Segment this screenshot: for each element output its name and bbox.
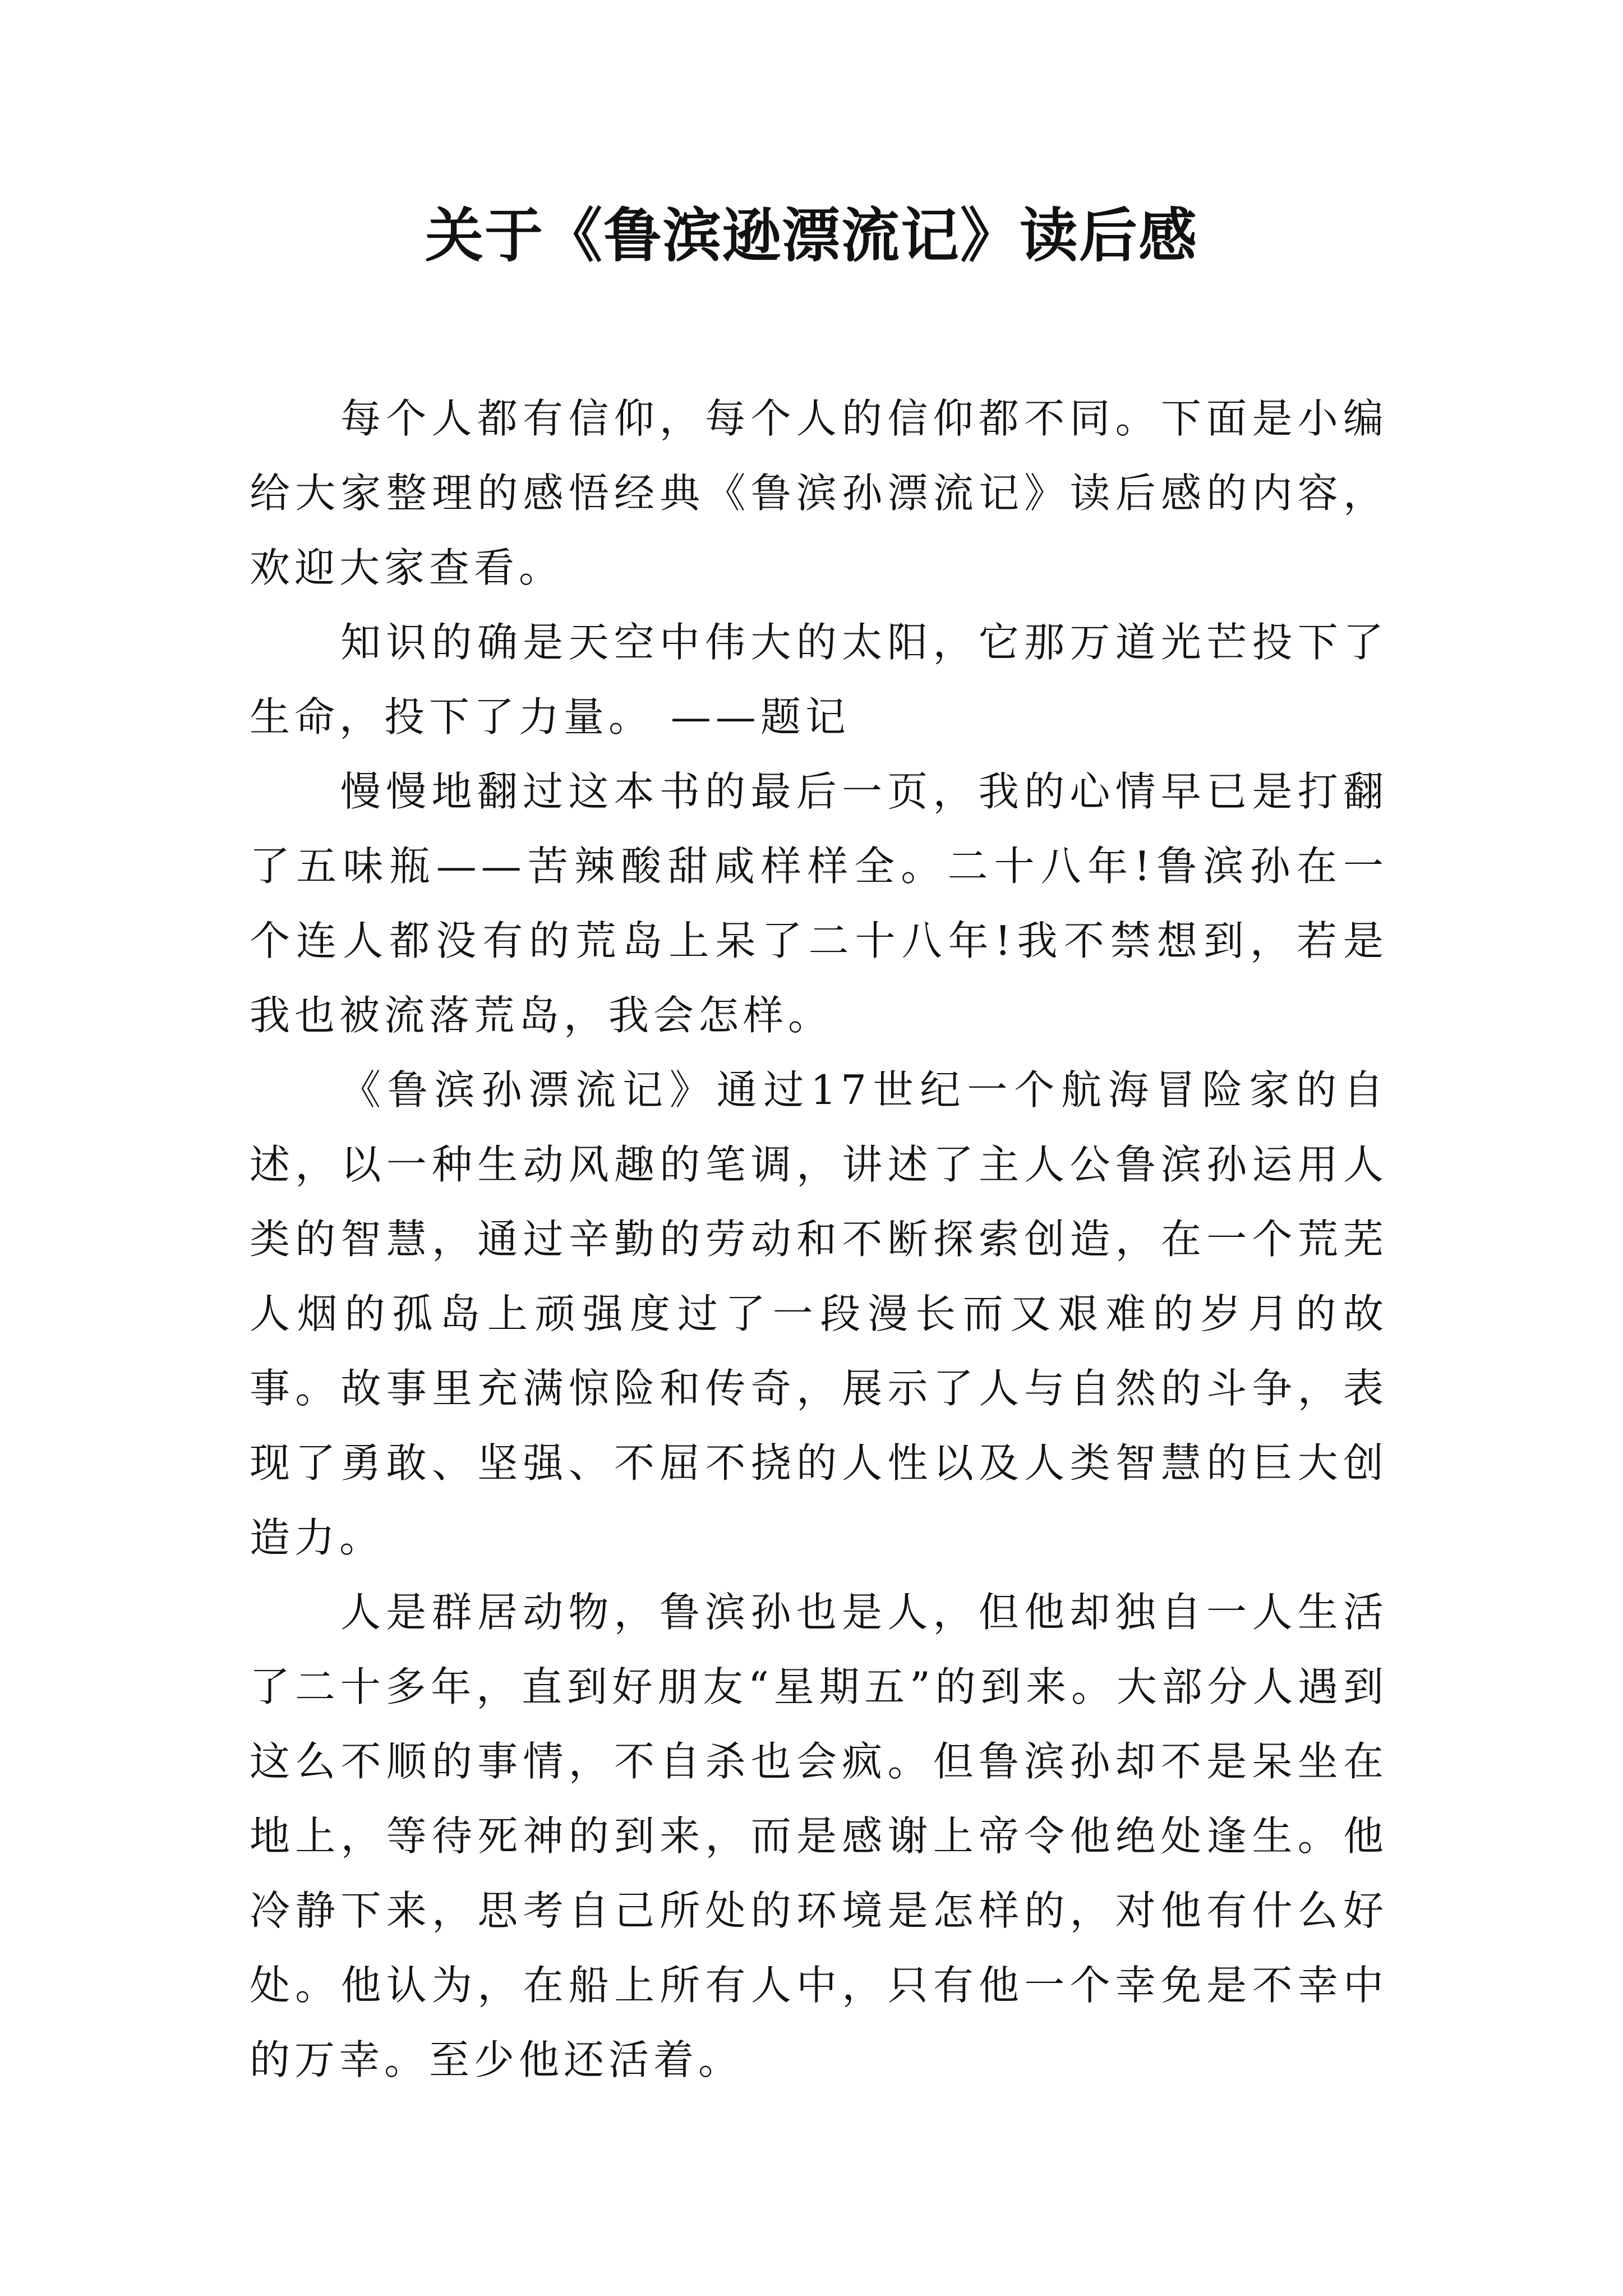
paragraph-reflection: 慢慢地翻过这本书的最后一页，我的心情早已是打翻了五味瓶——苦辣酸甜咸样样全。二十八年!鲁滨孙在一个连人都没有的荒岛上呆了二十八年!我不禁想到，若是我也被流落荒岛，我会怎样。 <box>250 768 1388 1039</box>
document-body <box>250 381 1388 2097</box>
paragraph-intro: 每个人都有信仰，每个人的信仰都不同。下面是小编给大家整理的感悟经典《鲁滨孙漂流记》读后感的内容，欢迎大家查看。 <box>250 395 1388 591</box>
paragraph-analysis: 人是群居动物，鲁滨孙也是人，但他却独自一人生活了二十多年，直到好朋友“星期五”的到来。大部分人遇到这么不顺的事情，不自杀也会疯。但鲁滨孙却不是呆坐在地上，等待死神的到来，而是感谢上帝令他绝处逢生。他冷静下来，思考自己所处的环境是怎样的，对他有什么好处。他认为，在船上所有人中，只有他一个幸免是不幸中的万幸。至少他还活着。 <box>250 1589 1388 2083</box>
paragraph-summary: 《鲁滨孙漂流记》通过17世纪一个航海冒险家的自述，以一种生动风趣的笔调，讲述了主人公鲁滨孙运用人类的智慧，通过辛勤的劳动和不断探索创造，在一个荒芜人烟的孤岛上顽强度过了一段漫长而又艰难的岁月的故事。故事里充满惊险和传奇，展示了人与自然的斗争，表现了勇敢、坚强、不屈不挠的人性以及人类智慧的巨大创造力。 <box>250 1066 1388 1561</box>
document-title: 关于《鲁滨逊漂流记》读后感 <box>425 201 1198 270</box>
paragraph-epigraph: 知识的确是天空中伟大的太阳，它那万道光芒投下了生命，投下了力量。 ——题记 <box>250 619 1388 740</box>
